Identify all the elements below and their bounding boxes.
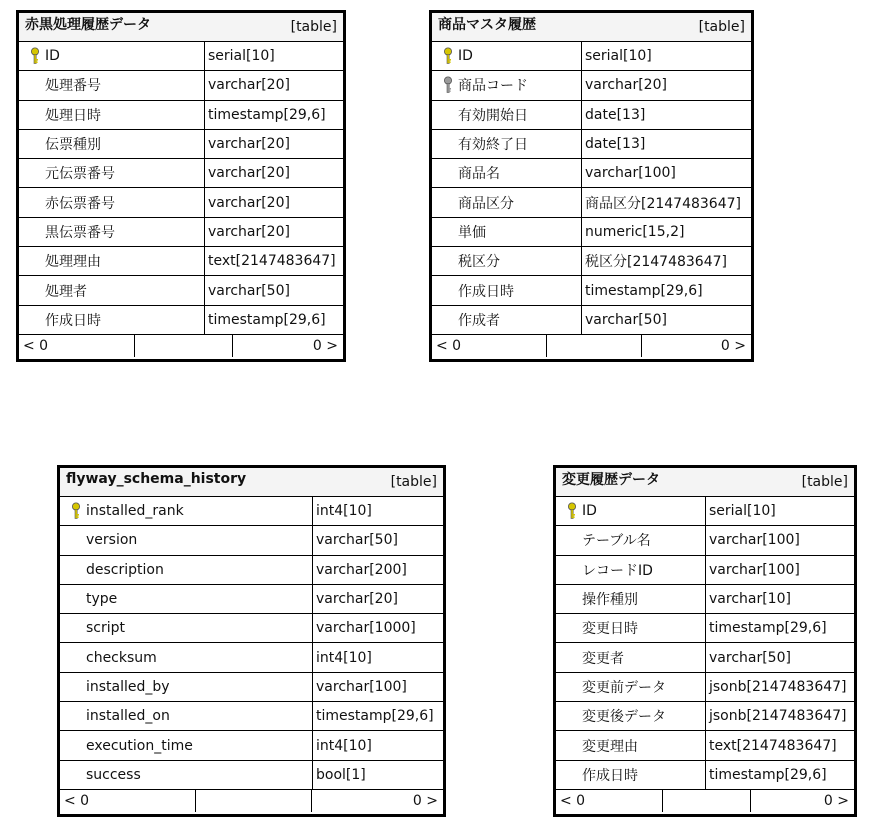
column-name-cell xyxy=(556,643,706,671)
column-row[interactable] xyxy=(19,71,343,100)
column-name: installed_by xyxy=(86,678,170,695)
column-row[interactable] xyxy=(19,130,343,159)
column-name-cell xyxy=(19,306,205,334)
column-name: 黒伝票番号 xyxy=(45,224,115,241)
footer-spacer xyxy=(663,790,751,812)
column-name-cell xyxy=(556,497,706,525)
column-name: テーブル名 xyxy=(582,533,651,550)
entity-name: flyway_schema_history xyxy=(66,471,247,487)
column-type: varchar[20] xyxy=(208,223,290,240)
column-name-cell xyxy=(556,526,706,554)
column-name: 変更者 xyxy=(582,650,624,667)
column-row[interactable] xyxy=(19,42,343,71)
column-row[interactable] xyxy=(432,71,751,100)
column-name-cell xyxy=(60,702,313,730)
entity-footer xyxy=(19,335,343,357)
column-type: varchar[20] xyxy=(208,165,290,182)
column-row[interactable] xyxy=(60,585,443,614)
column-type: text[2147483647] xyxy=(208,253,336,270)
column-type: varchar[50] xyxy=(709,649,791,666)
entity-0[interactable] xyxy=(16,10,346,362)
column-row[interactable] xyxy=(556,731,854,760)
column-name-cell xyxy=(19,101,205,129)
column-row[interactable] xyxy=(556,585,854,614)
column-name: 伝票種別 xyxy=(45,137,101,154)
entity-kind: [table] xyxy=(801,474,848,490)
column-name-cell xyxy=(19,188,205,216)
column-name: 変更前データ xyxy=(582,679,666,696)
column-name: 変更理由 xyxy=(582,738,638,755)
column-name-cell xyxy=(60,731,313,759)
column-row[interactable] xyxy=(432,247,751,276)
column-type: int4[10] xyxy=(316,503,372,520)
column-type: serial[10] xyxy=(709,503,776,520)
column-name-cell xyxy=(19,159,205,187)
column-row[interactable] xyxy=(19,218,343,247)
column-type: varchar[20] xyxy=(208,77,290,94)
column-name-cell xyxy=(432,101,582,129)
column-name: 赤伝票番号 xyxy=(45,195,115,212)
column-row[interactable] xyxy=(432,159,751,188)
column-name-cell xyxy=(432,159,582,187)
column-type: timestamp[29,6] xyxy=(208,311,326,328)
column-name: 処理者 xyxy=(45,283,87,300)
column-row[interactable] xyxy=(60,673,443,702)
column-row[interactable] xyxy=(556,526,854,555)
column-name: 作成日時 xyxy=(582,767,638,784)
column-name: 変更後データ xyxy=(582,709,666,726)
entity-name: 変更履歴データ xyxy=(562,472,660,488)
primary-key-icon xyxy=(25,46,45,66)
column-name-cell xyxy=(19,71,205,99)
column-name: 作成者 xyxy=(458,312,500,329)
column-name: description xyxy=(86,561,164,578)
primary-key-icon xyxy=(66,501,86,521)
column-name-cell xyxy=(556,702,706,730)
prev-page-button[interactable]: < 0 xyxy=(432,335,547,357)
entity-kind: [table] xyxy=(698,19,745,35)
column-type: varchar[1000] xyxy=(316,620,416,637)
column-row[interactable] xyxy=(556,497,854,526)
entity-3[interactable] xyxy=(553,465,857,817)
column-type: timestamp[29,6] xyxy=(208,106,326,123)
column-row[interactable] xyxy=(556,673,854,702)
column-type: timestamp[29,6] xyxy=(585,282,703,299)
column-name: ID xyxy=(458,48,473,65)
column-row[interactable] xyxy=(556,761,854,790)
footer-spacer xyxy=(135,335,233,357)
next-page-button[interactable]: 0 > xyxy=(312,337,338,354)
column-row[interactable] xyxy=(60,643,443,672)
column-row[interactable] xyxy=(60,556,443,585)
column-type: varchar[20] xyxy=(316,591,398,608)
footer-spacer xyxy=(547,335,642,357)
column-row[interactable] xyxy=(19,276,343,305)
column-name: 有効開始日 xyxy=(458,107,528,124)
column-type: varchar[50] xyxy=(208,282,290,299)
column-type: varchar[100] xyxy=(709,561,800,578)
column-row[interactable] xyxy=(19,188,343,217)
footer-spacer xyxy=(196,790,312,812)
column-name-cell xyxy=(60,497,313,525)
column-name-cell xyxy=(432,247,582,275)
column-name: 処理理由 xyxy=(45,254,101,271)
column-name-cell xyxy=(19,42,205,70)
column-type: timestamp[29,6] xyxy=(709,766,827,783)
column-row[interactable] xyxy=(19,159,343,188)
column-row[interactable] xyxy=(432,306,751,335)
entity-name: 赤黒処理履歴データ xyxy=(25,17,151,33)
column-row[interactable] xyxy=(60,526,443,555)
column-name: script xyxy=(86,620,126,637)
column-name-cell xyxy=(432,218,582,246)
column-type: 税区分[2147483647] xyxy=(585,254,727,271)
column-name: レコードID xyxy=(582,562,653,579)
entity-header[interactable] xyxy=(556,468,854,497)
column-row[interactable] xyxy=(19,247,343,276)
column-row[interactable] xyxy=(432,218,751,247)
primary-key-icon xyxy=(438,46,458,66)
column-name: 処理日時 xyxy=(45,107,101,124)
column-name-cell xyxy=(432,306,582,334)
column-name-cell xyxy=(19,130,205,158)
prev-page-button[interactable]: < 0 xyxy=(19,335,135,357)
column-type: jsonb[2147483647] xyxy=(709,708,847,725)
column-name: 税区分 xyxy=(458,254,500,271)
column-type: timestamp[29,6] xyxy=(316,708,434,725)
column-type: int4[10] xyxy=(316,737,372,754)
column-name-cell xyxy=(432,130,582,158)
entity-kind: [table] xyxy=(390,474,437,490)
column-row[interactable] xyxy=(556,556,854,585)
column-name-cell xyxy=(60,643,313,671)
column-type: varchar[100] xyxy=(316,678,407,695)
column-row[interactable] xyxy=(432,42,751,71)
column-name: 変更日時 xyxy=(582,621,638,638)
entity-name: 商品マスタ履歴 xyxy=(438,17,536,33)
column-name: version xyxy=(86,532,138,549)
column-name-cell xyxy=(432,71,582,99)
index-key-icon xyxy=(438,75,458,95)
column-name-cell xyxy=(60,761,313,789)
next-page-button[interactable]: 0 > xyxy=(823,792,849,809)
prev-page-button[interactable]: < 0 xyxy=(556,790,663,812)
column-name: success xyxy=(86,766,141,783)
primary-key-icon xyxy=(562,501,582,521)
column-name-cell xyxy=(60,526,313,554)
column-name-cell xyxy=(556,614,706,642)
column-row[interactable] xyxy=(432,188,751,217)
column-row[interactable] xyxy=(556,614,854,643)
entity-footer xyxy=(60,790,443,812)
column-name: 作成日時 xyxy=(458,283,514,300)
column-name: 商品コード xyxy=(458,78,528,95)
entity-header[interactable] xyxy=(19,13,343,42)
column-row[interactable] xyxy=(556,702,854,731)
column-type: varchar[10] xyxy=(709,591,791,608)
column-name-cell xyxy=(19,247,205,275)
column-name-cell xyxy=(19,218,205,246)
column-name: 商品名 xyxy=(458,166,500,183)
column-name-cell xyxy=(60,614,313,642)
entity-header[interactable] xyxy=(432,13,751,42)
column-type: serial[10] xyxy=(585,48,652,65)
next-page-button[interactable]: 0 > xyxy=(412,792,438,809)
column-name: ID xyxy=(582,503,597,520)
column-name: 商品区分 xyxy=(458,195,514,212)
column-row[interactable] xyxy=(556,643,854,672)
column-name: execution_time xyxy=(86,737,193,754)
column-name: checksum xyxy=(86,649,157,666)
column-row[interactable] xyxy=(432,101,751,130)
column-type: varchar[20] xyxy=(585,77,667,94)
column-row[interactable] xyxy=(60,702,443,731)
column-type: varchar[20] xyxy=(208,194,290,211)
column-row[interactable] xyxy=(19,306,343,335)
column-type: date[13] xyxy=(585,136,646,153)
column-name-cell xyxy=(19,276,205,304)
entity-2[interactable] xyxy=(57,465,446,817)
prev-page-button[interactable]: < 0 xyxy=(60,790,196,812)
column-type: serial[10] xyxy=(208,48,275,65)
column-name: 作成日時 xyxy=(45,312,101,329)
column-type: numeric[15,2] xyxy=(585,223,685,240)
column-name-cell xyxy=(556,761,706,789)
column-type: bool[1] xyxy=(316,766,366,783)
column-name-cell xyxy=(556,673,706,701)
column-name-cell xyxy=(432,42,582,70)
column-row[interactable] xyxy=(60,614,443,643)
column-name: type xyxy=(86,591,118,608)
column-row[interactable] xyxy=(60,761,443,790)
column-name: installed_on xyxy=(86,708,170,725)
next-page-button[interactable]: 0 > xyxy=(720,337,746,354)
column-name-cell xyxy=(556,731,706,759)
column-row[interactable] xyxy=(432,130,751,159)
column-name: 有効終了日 xyxy=(458,137,528,154)
entity-1[interactable] xyxy=(429,10,754,362)
entity-kind: [table] xyxy=(290,19,337,35)
column-name-cell xyxy=(432,188,582,216)
column-type: 商品区分[2147483647] xyxy=(585,195,741,212)
column-name: installed_rank xyxy=(86,503,184,520)
column-name: ID xyxy=(45,48,60,65)
column-type: varchar[50] xyxy=(316,532,398,549)
column-name: 元伝票番号 xyxy=(45,166,115,183)
column-name-cell xyxy=(556,556,706,584)
column-type: varchar[100] xyxy=(585,165,676,182)
column-name: 処理番号 xyxy=(45,78,101,95)
column-type: varchar[100] xyxy=(709,532,800,549)
column-type: timestamp[29,6] xyxy=(709,620,827,637)
column-type: jsonb[2147483647] xyxy=(709,678,847,695)
entity-header[interactable] xyxy=(60,468,443,497)
column-name: 操作種別 xyxy=(582,592,638,609)
column-row[interactable] xyxy=(60,497,443,526)
column-name-cell xyxy=(60,585,313,613)
entity-footer xyxy=(432,335,751,357)
column-row[interactable] xyxy=(60,731,443,760)
column-name: 単価 xyxy=(458,224,486,241)
column-row[interactable] xyxy=(432,276,751,305)
column-type: int4[10] xyxy=(316,649,372,666)
column-name-cell xyxy=(60,673,313,701)
column-type: date[13] xyxy=(585,106,646,123)
column-type: text[2147483647] xyxy=(709,737,837,754)
column-type: varchar[200] xyxy=(316,561,407,578)
entity-footer xyxy=(556,790,854,812)
column-type: varchar[50] xyxy=(585,311,667,328)
column-type: varchar[20] xyxy=(208,136,290,153)
column-row[interactable] xyxy=(19,101,343,130)
column-name-cell xyxy=(432,276,582,304)
column-name-cell xyxy=(60,556,313,584)
column-name-cell xyxy=(556,585,706,613)
